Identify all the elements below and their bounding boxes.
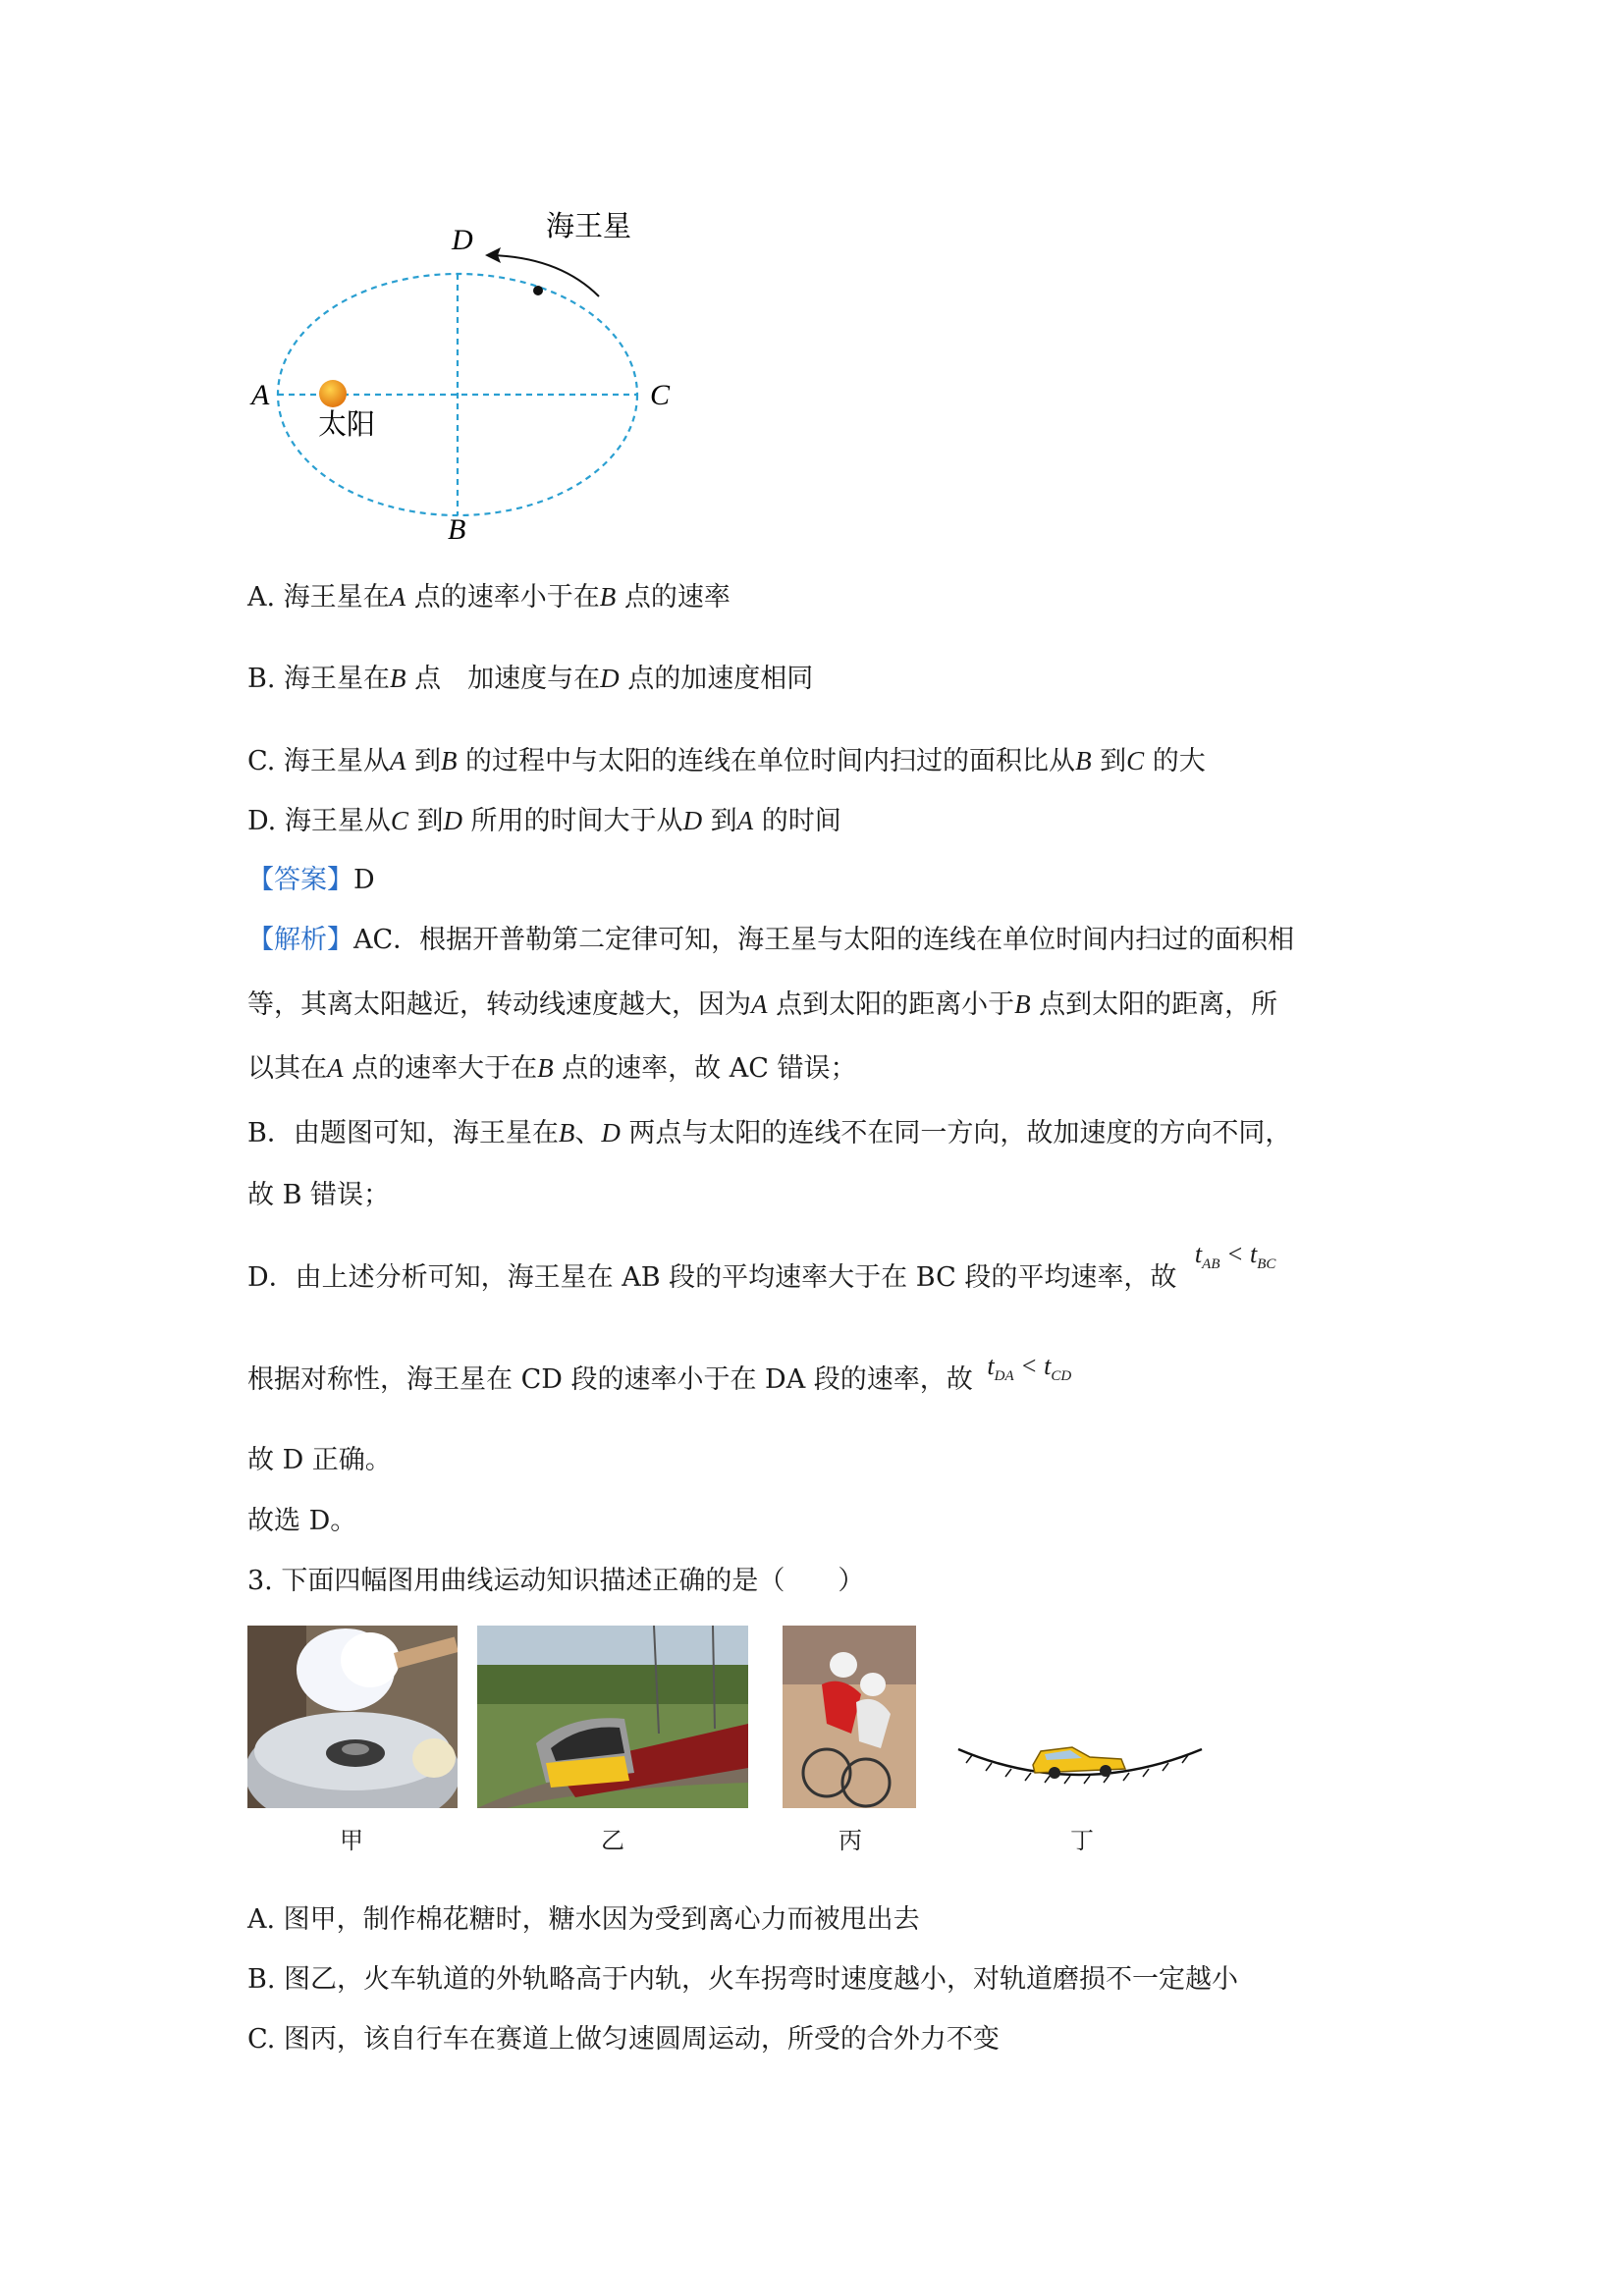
car-on-road-diagram — [952, 1728, 1208, 1806]
label-A: A — [251, 379, 270, 411]
q3-option-b: B. 图乙，火车轨道的外轨略高于内轨，火车拐弯时速度越小，对轨道磨损不一定越小 — [247, 1964, 1239, 1995]
caption-ding: 丁 — [1070, 1827, 1094, 1854]
q3-option-a: A. 图甲，制作棉花糖时，糖水因为受到离心力而被甩出去 — [247, 1904, 920, 1935]
label-C: C — [650, 379, 671, 411]
analysis-line-4: B．由题图可知，海王星在B、D 两点与太阳的连线不在同一方向，故加速度的方向不同， — [247, 1118, 1292, 1148]
analysis-tag: 【解析】 — [247, 925, 353, 955]
analysis-line-3: 以其在A 点的速率大于在B 点的速率，故 AC 错误； — [247, 1053, 857, 1084]
cotton-candy-photo — [247, 1626, 458, 1808]
option-a: A. 海王星在A 点的速率小于在B 点的速率 — [247, 582, 731, 613]
analysis-line-6: D．由上述分析可知，海王星在 AB 段的平均速率大于在 BC 段的平均速率，故 $t_{AB} < t_{BC}$ — [247, 1260, 1266, 1306]
analysis-line-2: 等，其离太阳越近，转动线速度越大，因为A 点到太阳的距离小于B 点到太阳的距离，所 — [247, 989, 1278, 1020]
label-B: B — [448, 513, 466, 546]
inequality-tab-tbc: $t_{AB} < t_{BC}$ — [1194, 1240, 1276, 1272]
answer-value: D — [353, 865, 375, 895]
cyclists-photo — [783, 1626, 916, 1808]
q3-stem: 3. 下面四幅图用曲线运动知识描述正确的是（ ） — [247, 1566, 865, 1596]
analysis-line-9: 故选 D。 — [247, 1506, 357, 1536]
answer-tag: 【答案】 — [247, 865, 353, 895]
analysis-line-7: 根据对称性，海王星在 CD 段的速率小于在 DA 段的速率，故 $t_{DA} < t_{CD}$ — [247, 1362, 1065, 1408]
label-sun: 太阳 — [318, 407, 376, 441]
analysis-line-1: 【解析】AC．根据开普勒第二定律可知，海王星与太阳的连线在单位时间内扫过的面积相 — [247, 925, 1295, 955]
answer-line — [247, 863, 375, 898]
caption-yi: 乙 — [601, 1827, 624, 1854]
label-D: D — [452, 224, 473, 256]
q3-option-c: C. 图丙，该自行车在赛道上做匀速圆周运动，所受的合外力不变 — [247, 2024, 1000, 2055]
caption-jia: 甲 — [340, 1827, 363, 1854]
label-neptune: 海王星 — [546, 209, 632, 242]
option-c: C. 海王星从A 到B 的过程中与太阳的连线在单位时间内扫过的面积比从B 到C 的大 — [247, 746, 1206, 776]
option-d: D. 海王星从C 到D 所用的时间大于从D 到A 的时间 — [247, 806, 841, 836]
orbit-diagram — [245, 206, 697, 560]
sun-icon — [319, 380, 347, 407]
inequality-tda-tcd: $t_{DA} < t_{CD}$ — [987, 1352, 1072, 1384]
analysis-line-8: 故 D 正确。 — [247, 1445, 392, 1475]
caption-bing: 丙 — [839, 1827, 862, 1854]
train-photo — [477, 1626, 748, 1808]
analysis-line-5: 故 B 错误； — [247, 1180, 391, 1210]
neptune-dot — [533, 286, 543, 295]
option-b: B. 海王星在B 点 加速度与在D 点的加速度相同 — [247, 664, 814, 694]
